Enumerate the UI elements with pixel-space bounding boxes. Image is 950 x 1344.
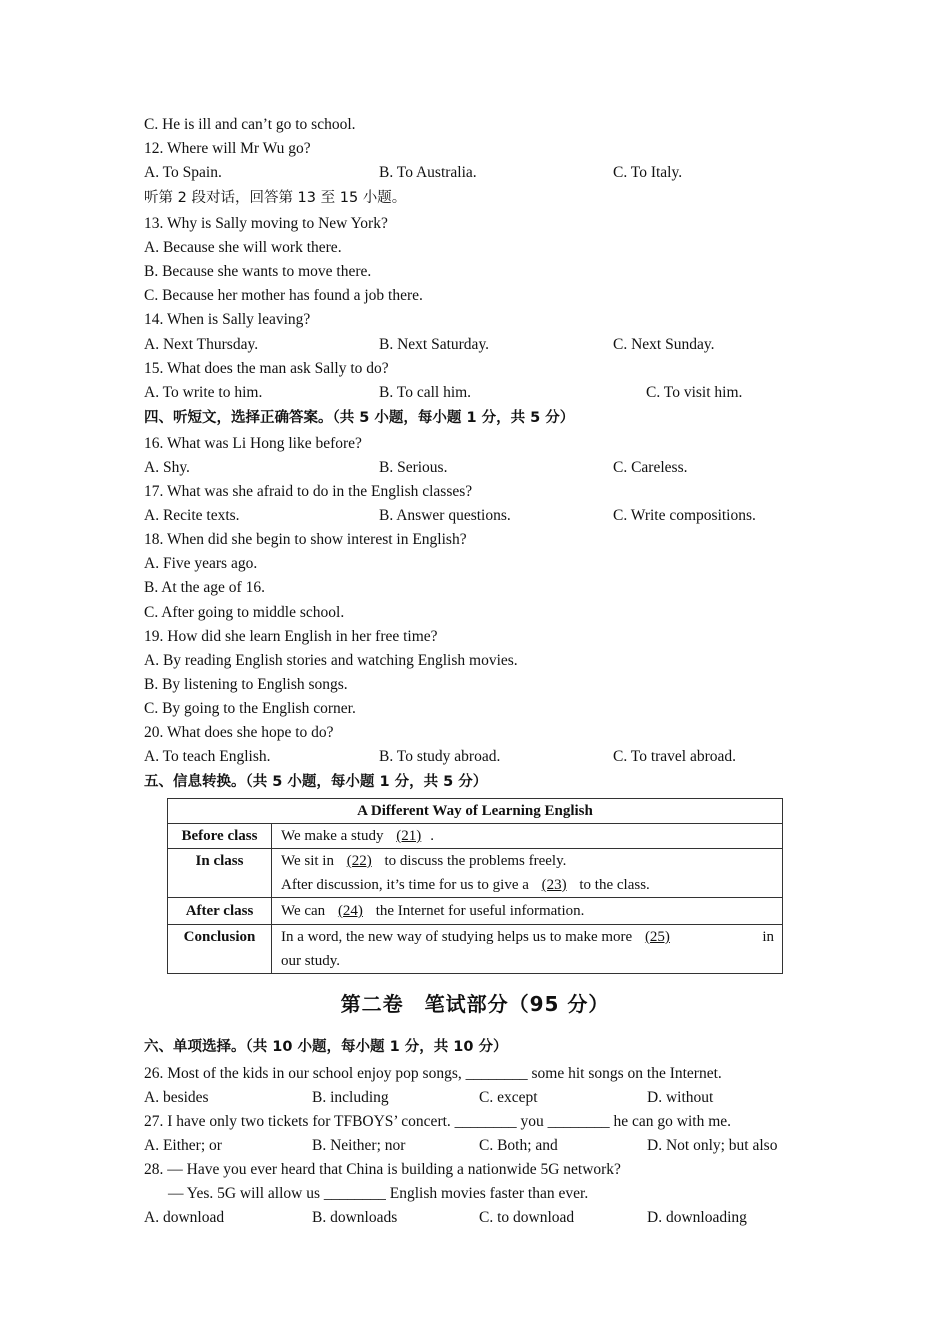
- part2-title: 第二卷 笔试部分（95 分）: [340, 992, 610, 1016]
- q27-option-c: C. Both; and: [479, 1137, 558, 1154]
- q27-option-b: B. Neither; nor: [312, 1137, 406, 1154]
- q15-question: 15. What does the man ask Sally to do?: [144, 360, 389, 377]
- q11-option-c: C. He is ill and can’t go to school.: [144, 116, 356, 133]
- q28-question-line2: — Yes. 5G will allow us ________ English movies faster than ever.: [168, 1185, 589, 1202]
- part6-header: 六、单项选择。（共 10 小题，每小题 1 分，共 10 分）: [144, 1039, 508, 1055]
- part5-header: 五、信息转换。（共 5 小题，每小题 1 分，共 5 分）: [144, 774, 488, 790]
- q13-option-c: C. Because her mother has found a job there.: [144, 287, 423, 304]
- q15-option-b: B. To call him.: [379, 384, 472, 401]
- blank-25[interactable]: (25): [644, 929, 670, 945]
- q18-option-c: C. After going to middle school.: [144, 604, 345, 621]
- q20-question: 20. What does she hope to do?: [144, 724, 334, 741]
- q26-option-a: A. besides: [144, 1089, 209, 1106]
- after-class-pre: We can: [281, 903, 326, 919]
- q14-option-a: A. Next Thursday.: [144, 336, 259, 353]
- conclusion-in: in: [762, 929, 774, 945]
- q12-option-b: B. To Australia.: [379, 164, 477, 181]
- q19-option-c: C. By going to the English corner.: [144, 700, 356, 717]
- in-class-line-1: [281, 849, 782, 873]
- after-class-content: [272, 898, 783, 925]
- q17-option-b: B. Answer questions.: [379, 507, 511, 524]
- table-title: A Different Way of Learning English: [168, 799, 783, 824]
- q19-option-b: B. By listening to English songs.: [144, 676, 348, 693]
- conclusion-line-1: [281, 925, 782, 949]
- q20-option-b: B. To study abroad.: [379, 748, 501, 765]
- q17-question: 17. What was she afraid to do in the English classes?: [144, 483, 473, 500]
- conclusion-content: [272, 925, 783, 974]
- before-class-label: Before class: [168, 824, 272, 849]
- q19-question: 19. How did she learn English in her free time?: [144, 628, 438, 645]
- in-class-line2-post: to the class.: [579, 877, 650, 893]
- q12-option-a: A. To Spain.: [144, 164, 222, 181]
- blank-23[interactable]: (23): [541, 877, 567, 893]
- q27-option-d: D. Not only; but also: [647, 1137, 778, 1154]
- conclusion-line-2: our study.: [281, 953, 341, 969]
- blank-21[interactable]: (21): [396, 828, 422, 844]
- in-class-line2-pre: After discussion, it’s time for us to give a: [281, 877, 529, 893]
- q20-option-c: C. To travel abroad.: [613, 748, 737, 765]
- info-transfer-table: [167, 798, 783, 974]
- in-class-line-2: [281, 873, 782, 897]
- part4-header: 四、听短文，选择正确答案。（共 5 小题，每小题 1 分，共 5 分）: [144, 410, 575, 426]
- before-class-content: [272, 824, 783, 849]
- q28-option-a: A. download: [144, 1209, 225, 1226]
- q16-option-c: C. Careless.: [613, 459, 688, 476]
- q18-option-a: A. Five years ago.: [144, 555, 258, 572]
- after-class-label: After class: [168, 898, 272, 925]
- q28-option-b: B. downloads: [312, 1209, 398, 1226]
- q27-option-a: A. Either; or: [144, 1137, 222, 1154]
- q17-option-a: A. Recite texts.: [144, 507, 240, 524]
- q14-question: 14. When is Sally leaving?: [144, 311, 311, 328]
- q28-option-c: C. to download: [479, 1209, 575, 1226]
- q14-option-c: C. Next Sunday.: [613, 336, 715, 353]
- before-class-text: We make a study: [281, 828, 384, 844]
- q26-option-d: D. without: [647, 1089, 714, 1106]
- q13-question: 13. Why is Sally moving to New York?: [144, 215, 388, 232]
- q27-question: 27. I have only two tickets for TFBOYS’ concert. ________ you ________ he can go with me.: [144, 1113, 732, 1130]
- q12-option-c: C. To Italy.: [613, 164, 683, 181]
- after-class-post: the Internet for useful information.: [375, 903, 585, 919]
- q16-option-b: B. Serious.: [379, 459, 448, 476]
- q17-option-c: C. Write compositions.: [613, 507, 756, 524]
- section2-intro: 听第 2 段对话，回答第 13 至 15 小题。: [144, 190, 407, 206]
- q18-option-b: B. At the age of 16.: [144, 579, 265, 596]
- q20-option-a: A. To teach English.: [144, 748, 271, 765]
- q28-question: 28. — Have you ever heard that China is building a nationwide 5G network?: [144, 1161, 621, 1178]
- q15-option-a: A. To write to him.: [144, 384, 263, 401]
- blank-24[interactable]: (24): [337, 903, 363, 919]
- q16-question: 16. What was Li Hong like before?: [144, 435, 362, 452]
- q16-option-a: A. Shy.: [144, 459, 190, 476]
- in-class-content: [272, 849, 783, 898]
- q14-option-b: B. Next Saturday.: [379, 336, 490, 353]
- q12-question: 12. Where will Mr Wu go?: [144, 140, 311, 157]
- in-class-line1-post: to discuss the problems freely.: [384, 853, 567, 869]
- before-class-end: .: [430, 828, 435, 844]
- q18-question: 18. When did she begin to show interest in English?: [144, 531, 467, 548]
- in-class-label: In class: [168, 849, 272, 898]
- q26-option-c: C. except: [479, 1089, 538, 1106]
- conclusion-pre: In a word, the new way of studying helps us to make more: [281, 929, 633, 945]
- conclusion-label: Conclusion: [168, 925, 272, 974]
- blank-22[interactable]: (22): [346, 853, 372, 869]
- q15-option-c: C. To visit him.: [646, 384, 743, 401]
- q28-option-d: D. downloading: [647, 1209, 747, 1226]
- q26-option-b: B. including: [312, 1089, 389, 1106]
- conclusion-line1-main: [281, 925, 679, 949]
- q26-question: 26. Most of the kids in our school enjoy pop songs, ________ some hit songs on the Internet.: [144, 1065, 722, 1082]
- in-class-line1-pre: We sit in: [281, 853, 334, 869]
- q19-option-a: A. By reading English stories and watching English movies.: [144, 652, 518, 669]
- q13-option-b: B. Because she wants to move there.: [144, 263, 372, 280]
- q13-option-a: A. Because she will work there.: [144, 239, 342, 256]
